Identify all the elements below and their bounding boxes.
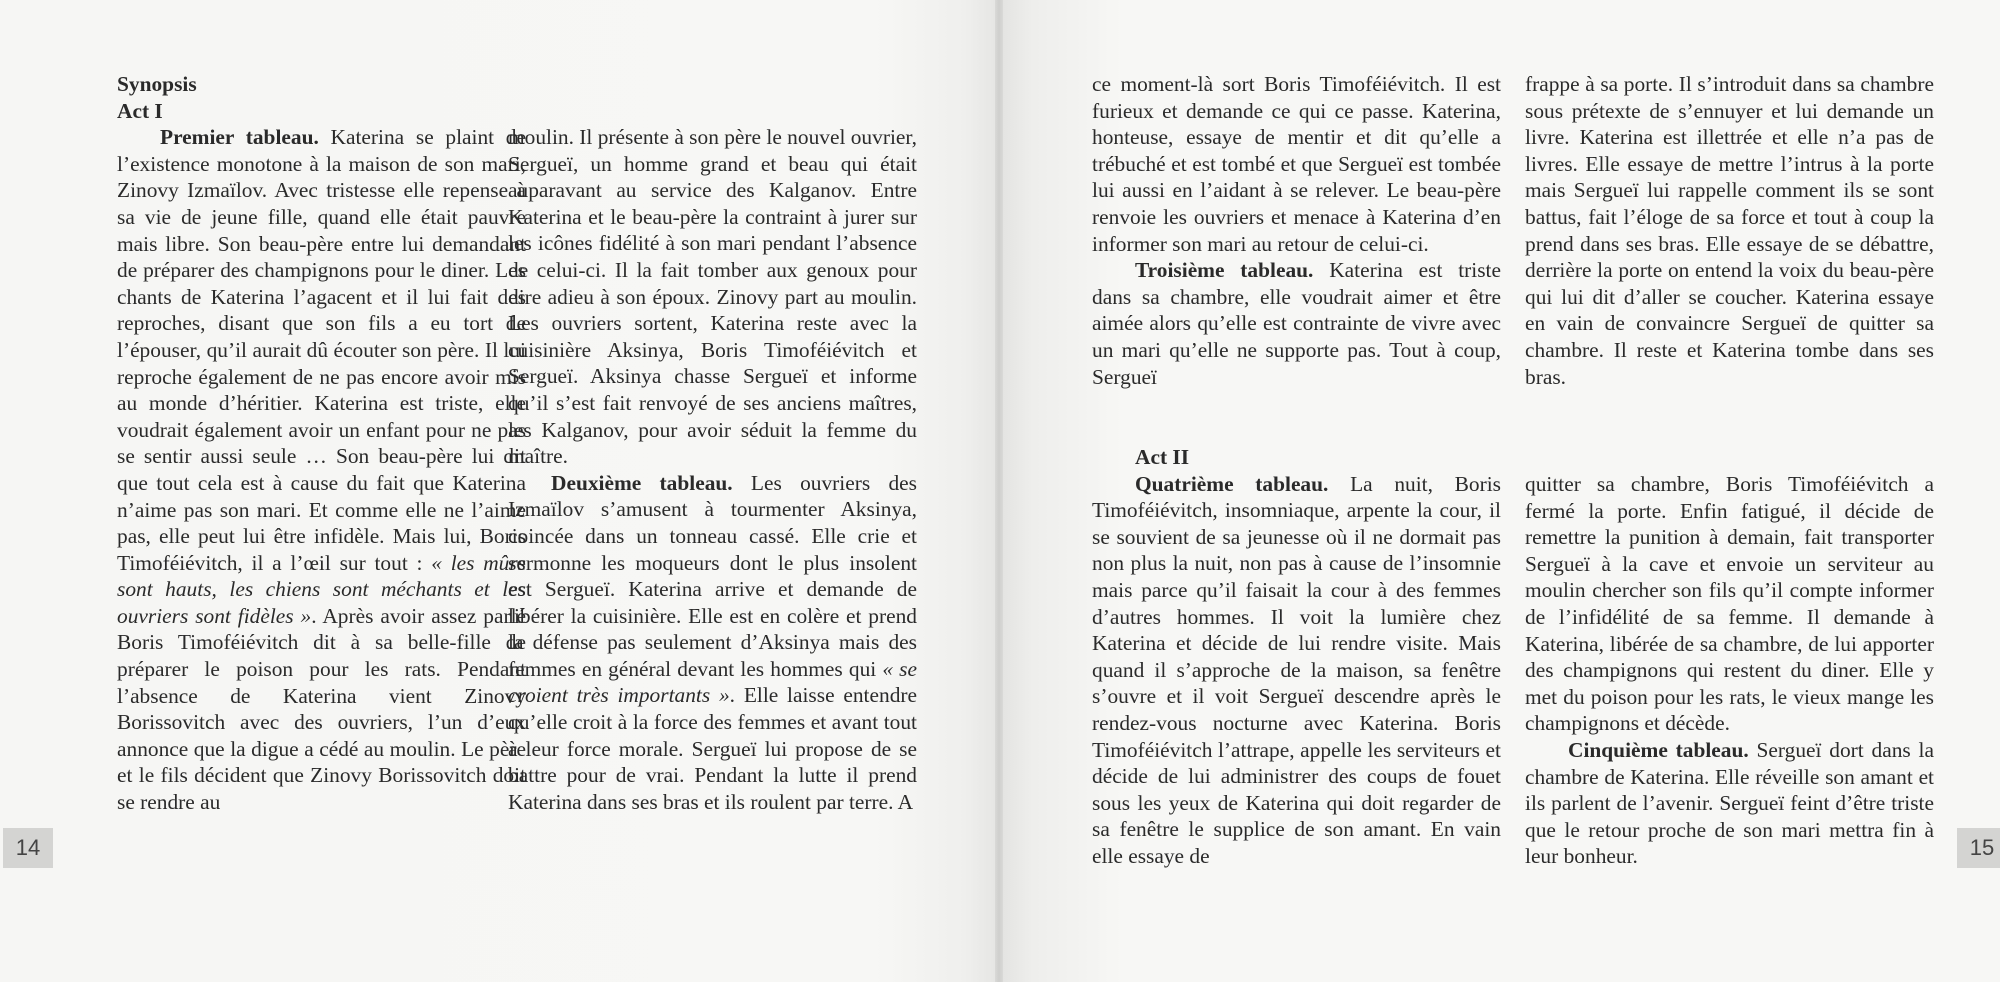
troisieme-tableau-text: Katerina est triste dans sa chambre, elle voudrait aimer et être aimée alors qu’elle est contrainte de vivre avec un mari qu’elle ne supporte pas. Tout à coup, Sergueï [1092, 258, 1501, 389]
right-column-2-top [1525, 71, 1934, 390]
paragraph-deuxieme-tableau [508, 470, 917, 816]
paragraph-troisieme-tableau [1092, 257, 1501, 390]
right-page [1003, 0, 2000, 982]
act-1-heading: Act I [117, 98, 163, 123]
paragraph-frappe: frappe à sa porte. Il s’introduit dans sa chambre sous prétexte de s’ennuyer et lui demande un livre. Katerina est illettrée et elle n’a pas de livres. Elle essaye de mettre l’intrus à la porte mais Sergueï lui rappelle comment ils se sont battus, fait l’éloge de sa force et tout à coup la prend dans ses bras. Elle essaye de se débattre, derrière la porte on entend la voix du beau-père qui lui dit d’aller se coucher. Katerina essaye en vain de convaincre Sergueï de quitter sa chambre. Il reste et Katerina tombe dans ses bras. [1525, 72, 1934, 389]
left-column-1 [117, 71, 526, 816]
synopsis-heading: Synopsis [117, 72, 197, 96]
act-2-heading: Act II [1135, 445, 1190, 469]
troisieme-tableau-lead: Troisième tableau. [1135, 258, 1314, 283]
deuxieme-tableau-text-b: . Elle laisse entendre qu’elle croit à la force des femmes et avant tout à leur force morale. Sergueï lui propose de se battre pour de vrai. Pendant la lutte il prend Katerina dans ses bras et ils roulent par terre. A [508, 683, 918, 814]
quatrieme-tableau-text: La nuit, Boris Timoféiévitch, insomniaque, arpente la cour, il se souvient de sa jeunesse où il ne dormait pas non plus la nuit, non pas à cause de l’insomnie mais parce qu’il faisait la cour à des femmes d’autres hommes. Il voit la lumière chez Katerina et décide de lui rendre visite. Mais quand il s’approche de la maison, sa fenêtre s’ouvre et il voit Sergueï descendre après le rendez-vous nocturne avec Katerina. Boris Timoféiévitch l’attrape, appelle les serviteurs et décide de lui administrer des coups de fouet sous les yeux de Katerina qui doit regarder de sa fenêtre le supplice de son amant. En vain elle essaye de [1092, 471, 1501, 868]
paragraph-cinquieme-tableau [1525, 737, 1934, 870]
right-column-1-top [1092, 71, 1501, 390]
right-column-1-bottom [1092, 444, 1501, 870]
quatrieme-tableau-lead: Quatrième tableau. [1135, 471, 1329, 496]
paragraph-premier-tableau [117, 124, 526, 815]
deuxieme-tableau-quote: « se croient très importants » [508, 656, 917, 708]
premier-tableau-text-a: Katerina se plaint de l’existence monotone à la maison de son mari, Zinovy Izmaïlov. Avec tristesse elle repense à sa vie de jeune fille, quand elle était pauvre mais libre. Son beau-père entre lui demandant de préparer des champignons pour le diner. Les chants de Katerina l’agacent et il lui fait des reproches, disant que son fils a eu tort de l’épouser, qu’il aurait dû écouter son père. Il lui reproche également de ne pas encore avoir mis au monde d’héritier. Katerina est triste, elle voudrait également avoir un enfant pour ne pas se sentir aussi seule … Son beau-père lui dit que tout cela est à cause du fait que Katerina n’aime pas son mari. Et comme elle ne l’aime pas, elle peut lui être infidèle. Mais lui, Boris Timoféiévitch, il a l’œil sur tout : [117, 125, 526, 575]
paragraph-quitter: quitter sa chambre, Boris Timoféiévitch a fermé la porte. Enfin fatigué, il décide de remettre la punition à demain, fait transporter Sergueï à la cave et envoie un serviteur au moulin chercher son fils qu’il compte informer de l’infidélité de sa femme. Il demande à Katerina, libérée de sa chambre, de lui apporter des champignons qui restent du diner. Elle y met du poison pour les rats, le vieux mange les champignons et décède. [1525, 472, 1934, 736]
right-column-2-bottom [1525, 471, 1934, 870]
paragraph-boris-sort: ce moment-là sort Boris Timoféiévitch. Il est furieux et demande ce qui ce passe. Katerina, honteuse, essaye de mentir et dit qu’elle a trébuché et est tombé et que Sergueï est tombée lui aussi en l’aidant à se relever. Le beau-père renvoie les ouvriers et menace à Katerina d’en informer son mari au retour de celui-ci. [1092, 72, 1501, 256]
deuxieme-tableau-lead: Deuxième tableau. [551, 470, 733, 495]
book-gutter [995, 0, 1003, 982]
cinquieme-tableau-lead: Cinquième tableau. [1568, 737, 1749, 762]
page-number-left: 14 [3, 828, 53, 868]
premier-tableau-text-b: . Après avoir assez parlé Boris Timoféiévitch dit à sa belle-fille de préparer le poison pour les rats. Pendant l’absence de Katerina vient Zinovy Borissovitch avec des ouvriers, l’un d’eux annonce que la digue a cédé au moulin. Le père et le fils décident que Zinovy Borissovitch doit se rendre au [117, 603, 527, 815]
page-number-right: 15 [1957, 828, 2000, 868]
cinquieme-tableau-text: Sergueï dort dans la chambre de Katerina. Elle réveille son amant et ils parlent de l’avenir. Sergueï feint d’être triste que le retour proche de son mari mettra fin à leur bonheur. [1525, 737, 1934, 869]
premier-tableau-lead: Premier tableau. [160, 125, 319, 150]
paragraph-moulin: moulin. Il présente à son père le nouvel ouvrier, Sergueï, un homme grand et beau qui était auparavant au service des Kalganov. Entre Katerina et le beau-père la contraint à jurer sur les icônes fidélité à son mari pendant l’absence de celui-ci. Il la fait tomber aux genoux pour dire adieu à son époux. Zinovy part au moulin. Les ouvriers sortent, Katerina reste avec la cuisinière Aksinya, Boris Timoféiévitch et Sergueï. Aksinya chasse Sergueï et informe qu’il s’est fait renvoyé de ses anciens maîtres, les Kalganov, pour avoir séduit la femme du maître. [508, 125, 918, 469]
left-page [0, 0, 995, 982]
premier-tableau-quote: « les mûrs sont hauts, les chiens sont méchants et les ouvriers sont fidèles » [117, 550, 527, 628]
paragraph-quatrieme-tableau [1092, 471, 1501, 870]
left-column-2 [508, 124, 917, 815]
deuxieme-tableau-text-a: Les ouvriers des Izmaïlov s’amusent à tourmenter Aksinya, coincée dans un tonneau cassé. Elle crie et sermonne les moqueurs dont le plus insolent est Sergueï. Katerina arrive et demande de libérer la cuisinière. Elle est en colère et prend la défense pas seulement d’Aksinya mais des femmes en général devant les hommes qui [508, 470, 917, 681]
